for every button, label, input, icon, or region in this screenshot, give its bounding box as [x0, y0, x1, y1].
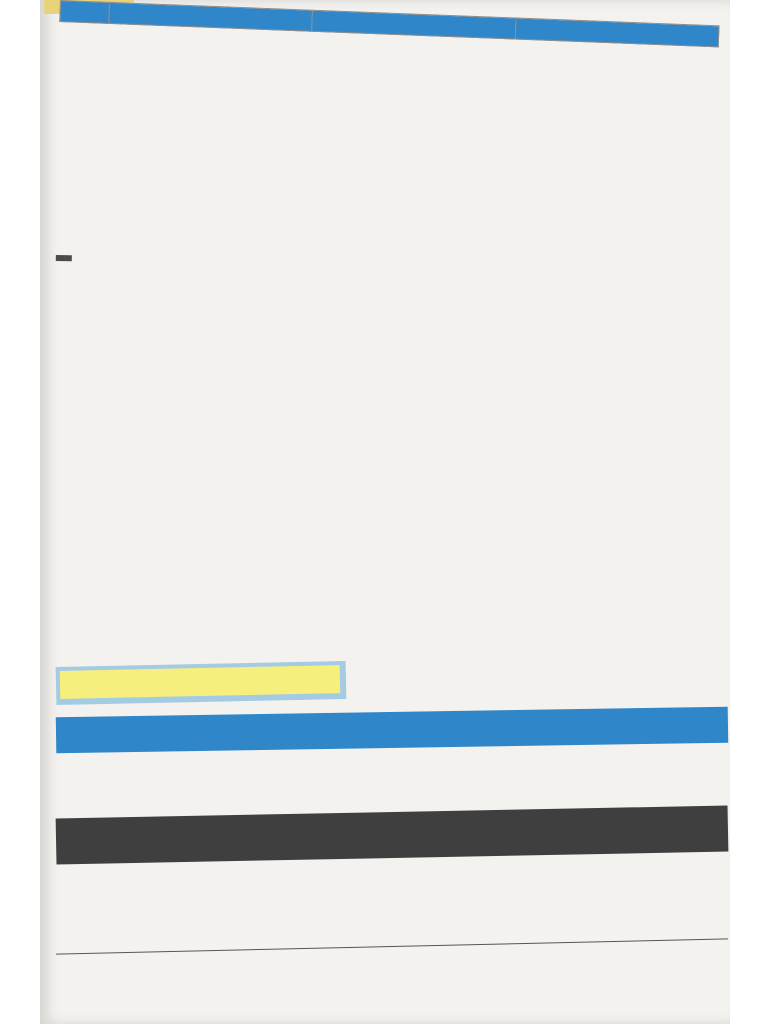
sno-header	[60, 1, 110, 24]
skill-banner-box	[56, 661, 347, 705]
book-page	[40, 0, 730, 1024]
rubric-heading	[56, 255, 72, 261]
skill-banner	[60, 665, 341, 699]
